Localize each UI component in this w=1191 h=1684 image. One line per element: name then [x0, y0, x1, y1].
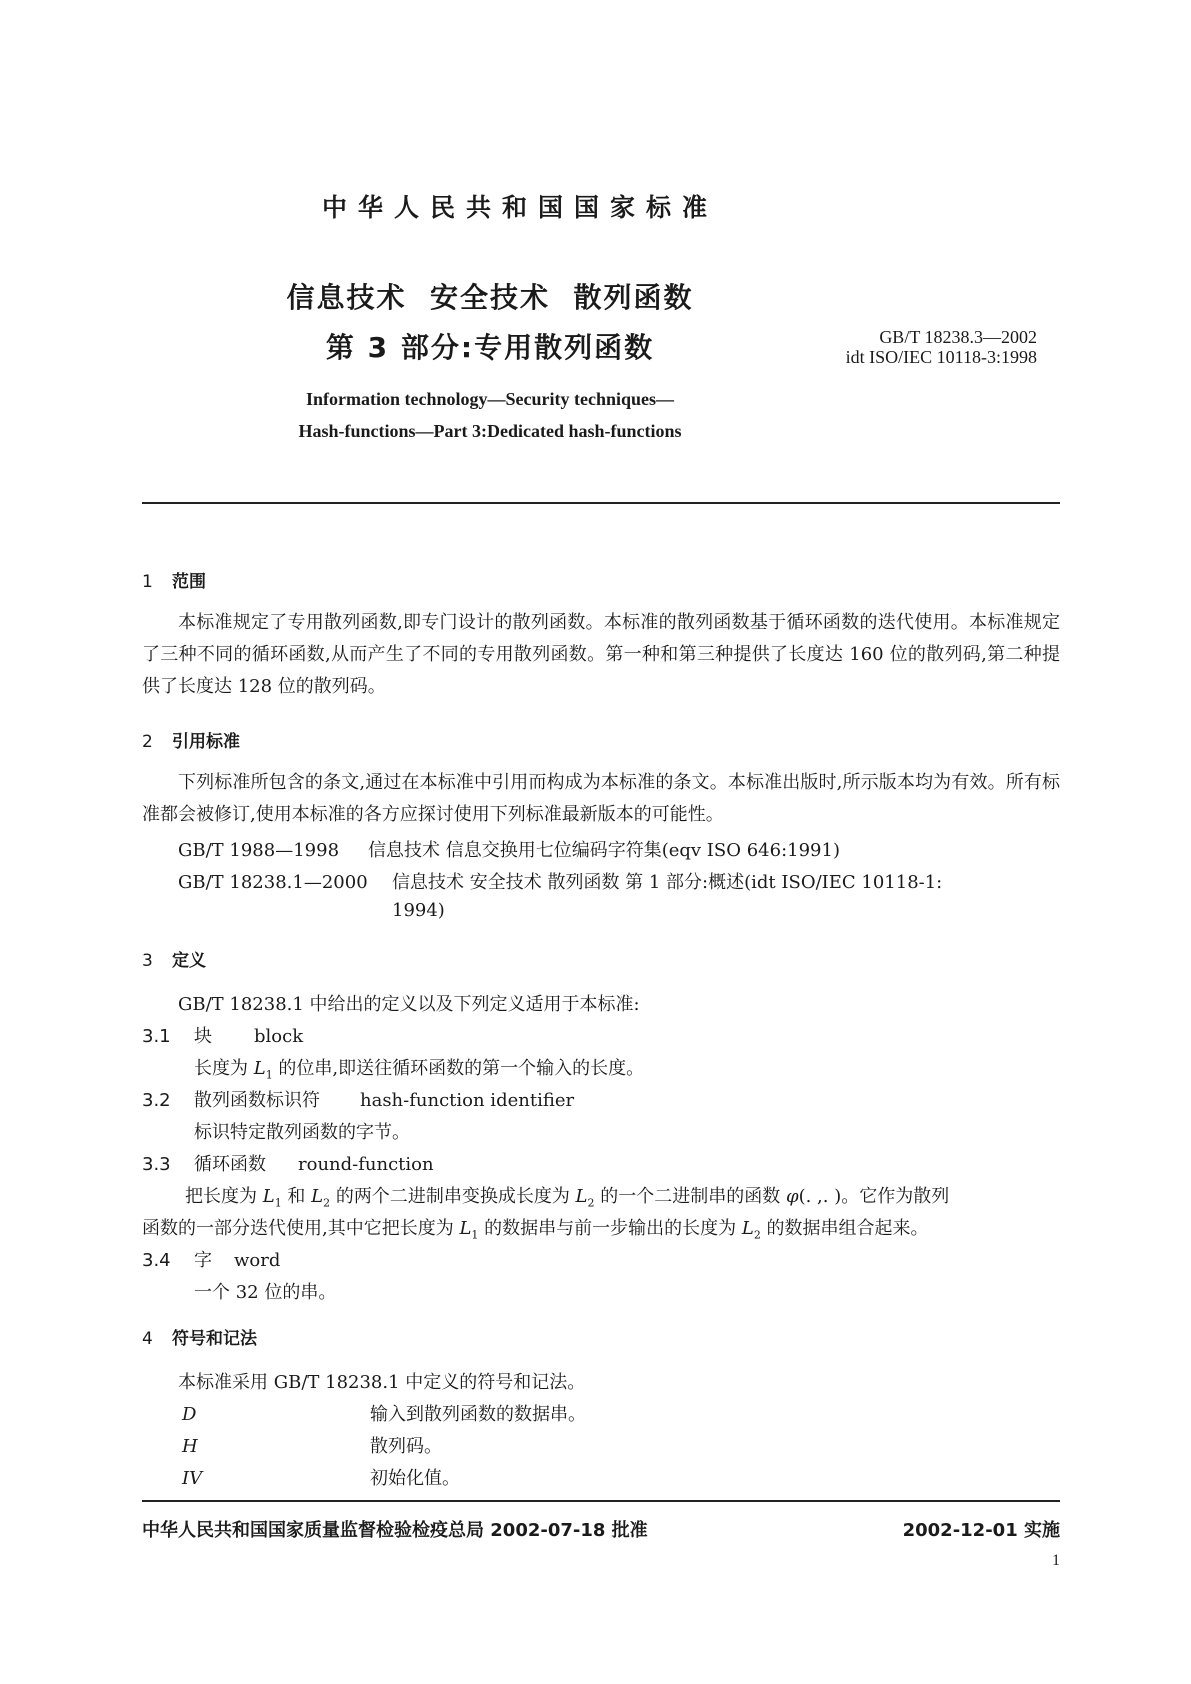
- term-3-2-definition: 标识特定散列函数的字节。: [194, 1122, 410, 1143]
- section-3-heading: [142, 946, 206, 971]
- term-3-3-definition-line-1: [185, 1182, 949, 1210]
- definition-text: 的两个二进制串变换成长度为: [330, 1186, 576, 1207]
- subscript: 2: [323, 1196, 331, 1210]
- definition-text: 和: [281, 1186, 312, 1207]
- subscript: 1: [471, 1228, 479, 1242]
- section-number: 1: [142, 572, 153, 592]
- variable-phi: φ: [785, 1186, 799, 1207]
- symbol-row: [182, 1400, 586, 1426]
- english-title-line-1: Information technology—Security techniques—: [306, 389, 674, 409]
- term-3-3: [142, 1150, 434, 1176]
- symbol-description: 初始化值。: [370, 1468, 460, 1489]
- term-chinese: 散列函数标识符: [194, 1090, 320, 1111]
- footer-divider: [142, 1500, 1060, 1502]
- reference-code: GB/T 1988—1998: [178, 840, 340, 861]
- definition-text: 长度为: [194, 1058, 254, 1079]
- term-english: word: [234, 1250, 281, 1271]
- section-4-heading: [142, 1324, 257, 1349]
- section-number: 4: [142, 1329, 153, 1349]
- standard-code-block: [846, 327, 1037, 367]
- symbol-row: [182, 1464, 460, 1490]
- symbols-intro: 本标准采用 GB/T 18238.1 中定义的符号和记法。: [178, 1372, 586, 1393]
- symbol-description: 输入到散列函数的数据串。: [370, 1404, 586, 1425]
- term-number: 3.3: [142, 1154, 171, 1175]
- symbol-key: IV: [182, 1468, 203, 1489]
- variable-L: L: [311, 1186, 324, 1207]
- term-english: hash-function identifier: [360, 1090, 575, 1111]
- term-english: round-function: [298, 1154, 434, 1175]
- title-line-2: 第 3 部分:专用散列函数: [325, 331, 655, 364]
- definition-text: 函数的一部分迭代使用,其中它把长度为: [142, 1218, 460, 1239]
- document-type: 中华人民共和国国家标准: [321, 193, 718, 222]
- subscript: 2: [587, 1196, 595, 1210]
- section-title: 定义: [172, 951, 206, 971]
- definition-text: 的数据串组合起来。: [760, 1218, 929, 1239]
- symbol-key: D: [182, 1404, 197, 1425]
- term-number: 3.4: [142, 1250, 171, 1271]
- variable-L: L: [262, 1186, 275, 1207]
- term-chinese: 循环函数: [194, 1154, 266, 1175]
- term-number: 3.1: [142, 1026, 171, 1047]
- symbol-key: H: [182, 1436, 198, 1457]
- definitions-intro: GB/T 18238.1 中给出的定义以及下列定义适用于本标准:: [178, 994, 640, 1015]
- section-number: 2: [142, 732, 153, 752]
- reference-title: 信息技术 安全技术 散列函数 第 1 部分:概述(idt ISO/IEC 10118-1:: [392, 872, 943, 893]
- section-1-paragraph: 本标准规定了专用散列函数,即专门设计的散列函数。本标准的散列函数基于循环函数的迭代使用。本标准规定了三种不同的循环函数,从而产生了不同的专用散列函数。第一种和第三种提供了长度达 160 位的散列码,第二种提供了长度达 128 位的散列码。: [142, 612, 1060, 697]
- variable-L: L: [459, 1218, 472, 1239]
- section-title: 引用标准: [172, 732, 240, 752]
- standard-number: GB/T 18238.3—2002: [879, 327, 1037, 347]
- reference-item: [178, 868, 942, 894]
- header-divider: [142, 502, 1060, 504]
- term-3-1-definition: [194, 1054, 644, 1082]
- term-3-1: [142, 1022, 303, 1048]
- term-number: 3.2: [142, 1090, 171, 1111]
- term-3-3-definition-line-2: [142, 1214, 929, 1242]
- reference-continuation: 1994): [392, 900, 445, 921]
- definition-text: 的位串,即送往循环函数的第一个输入的长度。: [272, 1058, 645, 1079]
- reference-title: 信息技术 信息交换用七位编码字符集(eqv ISO 646:1991): [368, 840, 840, 861]
- english-title-line-2: Hash-functions—Part 3:Dedicated hash-functions: [298, 421, 682, 441]
- issuer-approval: 中华人民共和国国家质量监督检验检疫总局 2002-07-18 批准: [142, 1520, 648, 1541]
- idt-number: idt ISO/IEC 10118-3:1998: [845, 347, 1037, 367]
- variable-L: L: [741, 1218, 754, 1239]
- effective-date: 2002-12-01 实施: [902, 1520, 1060, 1541]
- variable-L: L: [575, 1186, 588, 1207]
- symbol-row: [182, 1432, 442, 1458]
- section-title: 符号和记法: [172, 1329, 257, 1349]
- term-chinese: 字: [194, 1250, 212, 1271]
- section-2-heading: [142, 727, 240, 752]
- reference-item: [178, 836, 840, 862]
- section-title: 范围: [172, 572, 206, 592]
- term-english: block: [254, 1026, 304, 1047]
- reference-code: GB/T 18238.1—2000: [178, 872, 368, 893]
- variable-L: L: [253, 1058, 266, 1079]
- definition-text: 的一个二进制串的函数: [594, 1186, 786, 1207]
- definition-text: 把长度为: [185, 1186, 263, 1207]
- term-3-4-definition: 一个 32 位的串。: [194, 1282, 337, 1303]
- term-3-4: [142, 1246, 280, 1272]
- subscript: 1: [274, 1196, 282, 1210]
- subscript: 2: [753, 1228, 761, 1242]
- definition-text: 的数据串与前一步输出的长度为: [478, 1218, 742, 1239]
- section-2-paragraph: 下列标准所包含的条文,通过在本标准中引用而构成为本标准的条文。本标准出版时,所示版本均为有效。所有标准都会被修订,使用本标准的各方应探讨使用下列标准最新版本的可能性。: [142, 772, 1060, 825]
- term-chinese: 块: [194, 1026, 212, 1047]
- section-1-heading: [142, 567, 206, 592]
- symbol-description: 散列码。: [370, 1436, 442, 1457]
- term-3-2: [142, 1086, 574, 1112]
- section-number: 3: [142, 951, 153, 971]
- definition-text: (. ,. )。它作为散列: [798, 1186, 950, 1207]
- subscript: 1: [265, 1068, 273, 1082]
- title-line-1: 信息技术 安全技术 散列函数: [286, 281, 694, 314]
- page-number: 1: [1052, 1552, 1060, 1569]
